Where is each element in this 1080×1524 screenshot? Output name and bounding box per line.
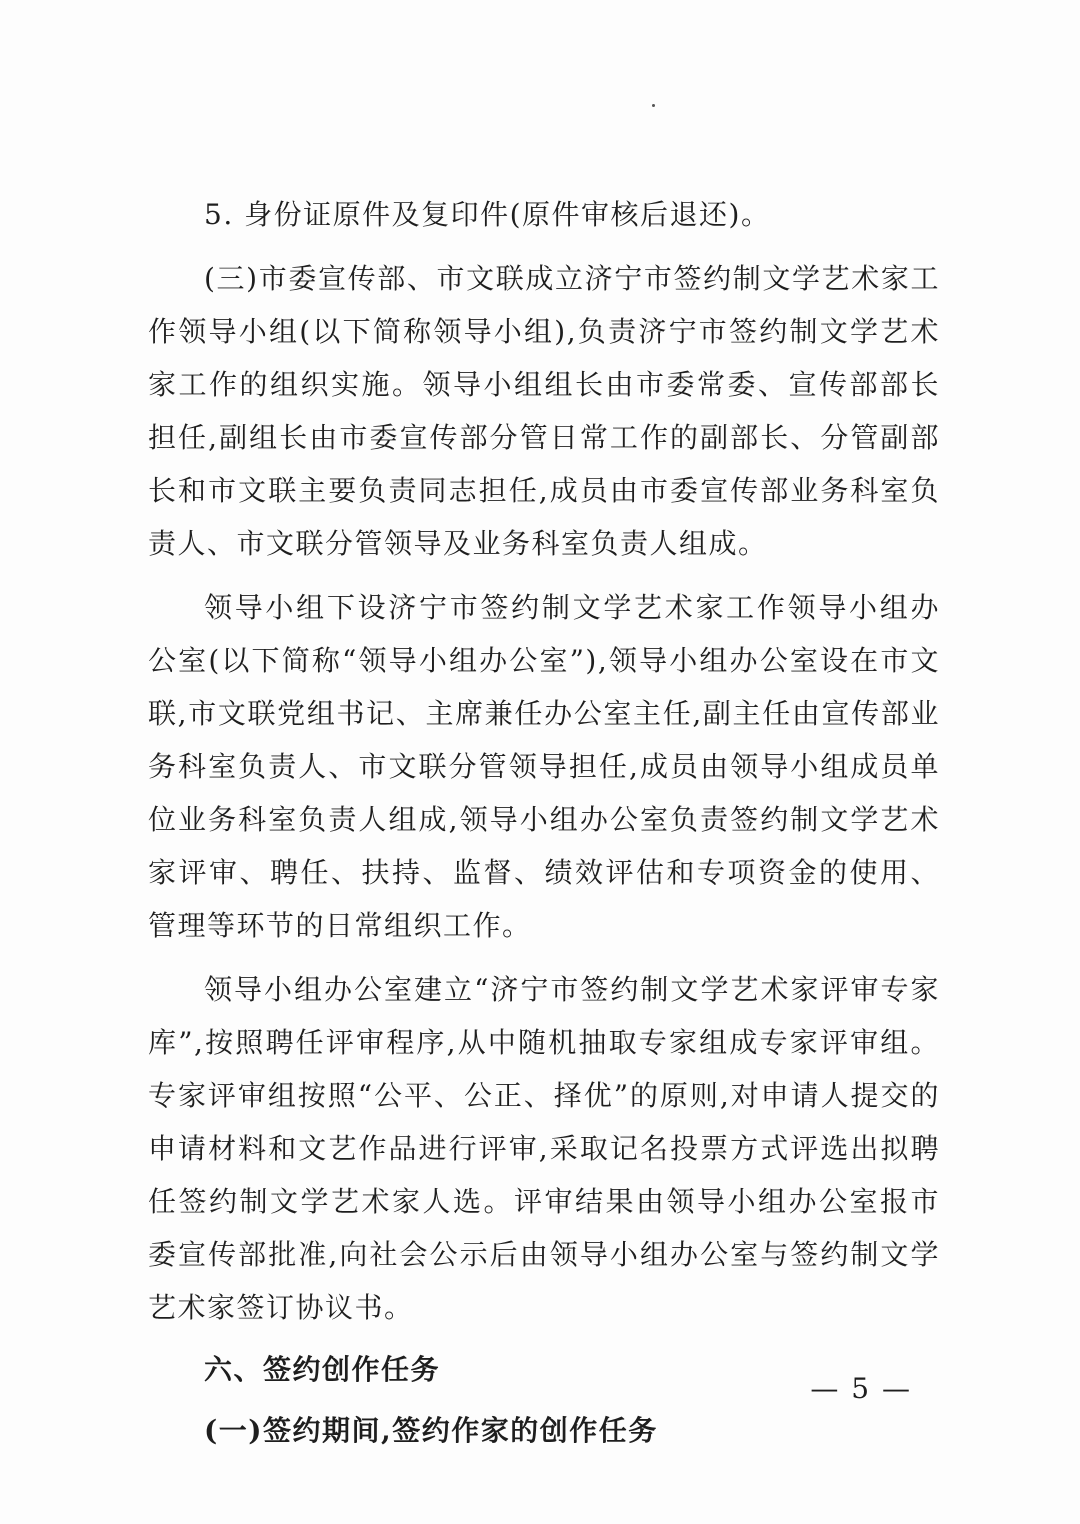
paragraph-group-office: 领导小组下设济宁市签约制文学艺术家工作领导小组办公室(以下简称“领导小组办公室”),领导小组办公室设在市文联,市文联党组书记、主席兼任办公室主任,副主任由宣传部业务科室负责人、市文联分管领导担任,成员由领导小组成员单位业务科室负责人组成,领导小组办公室负责签约制文学艺术家评审、聘任、扶持、监督、绩效评估和专项资金的使用、管理等环节的日常组织工作。 [148, 591, 940, 942]
section-heading: 六、签约创作任务 [204, 1353, 441, 1386]
subsection-heading: (一)签约期间,签约作家的创作任务 [204, 1414, 658, 1447]
page-number: — 5 — [810, 1372, 912, 1405]
scan-speck [652, 104, 655, 107]
document-body [148, 188, 940, 1457]
paragraph-expert-library: 领导小组办公室建立“济宁市签约制文学艺术家评审专家库”,按照聘任评审程序,从中随机抽取专家组成专家评审组。专家评审组按照“公平、公正、择优”的原则,对申请人提交的申请材料和文艺作品进行评审,采取记名投票方式评选出拟聘任签约制文学艺术家人选。评审结果由领导小组办公室报市委宣传部批准,向社会公示后由领导小组办公室与签约制文学艺术家签订协议书。 [148, 973, 940, 1324]
paragraph-id-documents: 5. 身份证原件及复印件(原件审核后退还)。 [204, 198, 771, 231]
paragraph-leading-group: (三)市委宣传部、市文联成立济宁市签约制文学艺术家工作领导小组(以下简称领导小组),负责济宁市签约制文学艺术家工作的组织实施。领导小组组长由市委常委、宣传部部长担任,副组长由市委宣传部分管日常工作的副部长、分管副部长和市文联主要负责同志担任,成员由市委宣传部业务科室负责人、市文联分管领导及业务科室负责人组成。 [148, 262, 940, 560]
